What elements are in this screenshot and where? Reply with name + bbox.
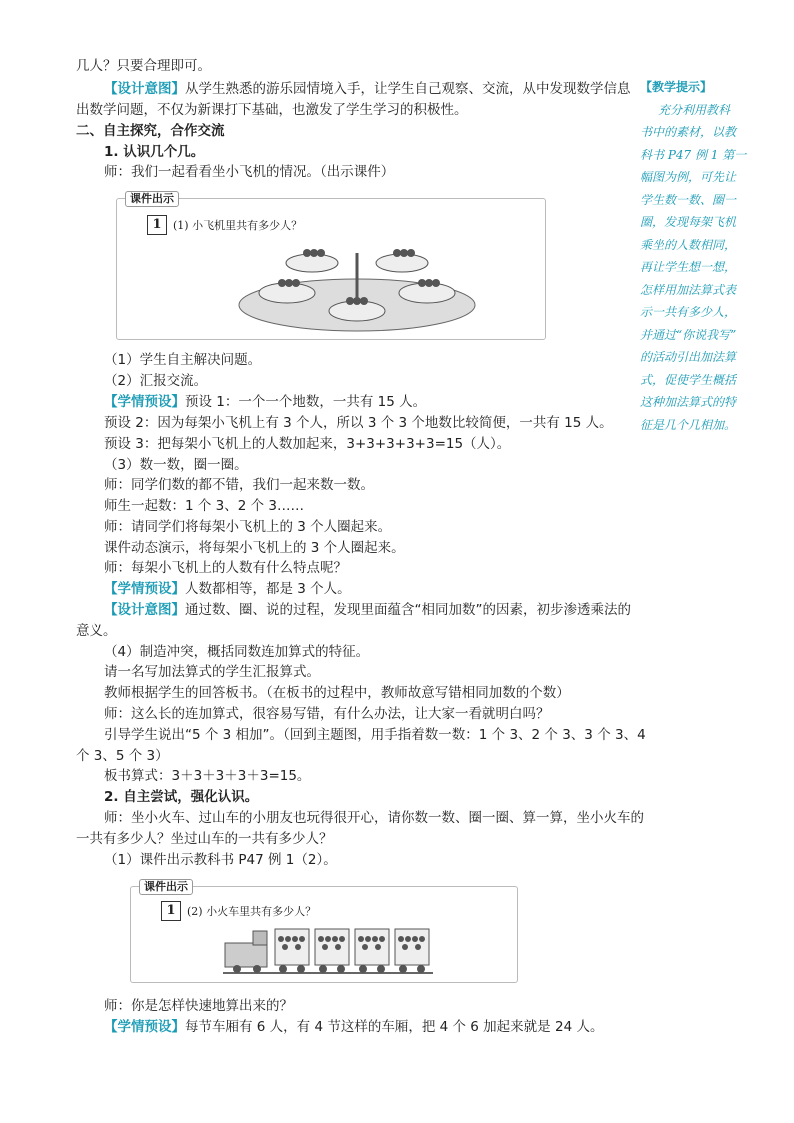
courseware-tag: 课件出示 — [125, 191, 179, 207]
text-line: 预设 2：因为每架小飞机上有 3 个人，所以 3 个 3 个地数比较简便，一共有 15 人。 — [104, 415, 613, 431]
example-question: (1) 小飞机里共有多少人？ — [173, 219, 303, 232]
text-line: 意义。 — [76, 623, 117, 639]
text-line: 师：这么长的连加算式，很容易写错，有什么办法，让大家一看就明白吗？ — [104, 706, 550, 722]
teaching-tip-line: 征是几个几相加。 — [640, 417, 737, 432]
text-line: 师：我们一起看看坐小飞机的情况。（出示课件） — [104, 164, 395, 180]
teaching-tip-line: 圈，发现每架飞机 — [640, 215, 737, 229]
student-preset-para: 【学情预设】人数都相等，都是 3 个人。 — [104, 581, 351, 597]
teaching-tip-line: 怎样用加法算式表 — [640, 282, 737, 297]
subsection-heading: 2. 自主尝试，强化认识。 — [104, 789, 259, 805]
text-line: 一共有多少人？坐过山车的一共有多少人？ — [76, 831, 333, 847]
teaching-tip-line: 乘坐的人数相同， — [640, 237, 737, 252]
example-number: 1 — [147, 215, 167, 235]
text-line: 板书算式：3＋3＋3＋3＋3=15。 — [104, 768, 311, 784]
text-line: 出数学问题，不仅为新课打下基础，也激发了学生学习的积极性。 — [76, 102, 468, 118]
text-line: 课件动态演示，将每架小飞机上的 3 个人圈起来。 — [104, 540, 405, 556]
text-line: 师：每架小飞机上的人数有什么特点呢？ — [104, 560, 347, 576]
teaching-tip-line: 科书 P47 例 1 第一 — [640, 147, 747, 162]
text-line: 师：你是怎样快速地算出来的？ — [104, 998, 293, 1014]
teaching-tip-sidebar — [640, 76, 760, 436]
text-line: （4）制造冲突，概括同数连加算式的特征。 — [104, 644, 370, 660]
text-line: 师：坐小火车、过山车的小朋友也玩得很开心，请你数一数、圈一圈、算一算，坐小火车的 — [104, 810, 644, 826]
teaching-tip-line: 再让学生想一想， — [640, 260, 737, 274]
text-line: （2）汇报交流。 — [104, 373, 208, 389]
student-preset-para: 【学情预设】预设 1：一个一个地数，一共有 15 人。 — [104, 394, 427, 410]
text-line: 师生一起数：1 个 3、2 个 3…… — [104, 498, 305, 514]
text-line: 引导学生说出“5 个 3 相加”。（回到主题图，用手指着数一数：1 个 3、2 个 3、3 个 3、4 — [104, 727, 646, 743]
teaching-tip-line: 学生数一数、圈一 — [640, 192, 737, 207]
example-number: 1 — [161, 901, 181, 921]
text-line: 师：同学们数的都不错，我们一起来数一数。 — [104, 477, 374, 493]
teaching-tip-line: 并通过“你说我写” — [640, 327, 737, 342]
text-line: （1）学生自主解决问题。 — [104, 352, 262, 368]
teaching-tip-line: 式，促使学生概括 — [640, 372, 737, 387]
student-preset-tag: 【学情预设】 — [104, 1019, 185, 1035]
teaching-tip-line: 充分利用教科 — [658, 102, 731, 117]
teaching-tip-title: 【教学提示】 — [640, 80, 713, 94]
text-line: 预设 3：把每架小飞机上的人数加起来，3+3+3+3+3=15（人）。 — [104, 436, 511, 452]
teaching-tip-line: 的活动引出加法算 — [640, 350, 737, 364]
student-preset-para: 【学情预设】每节车厢有 6 人，有 4 节这样的车厢，把 4 个 6 加起来就是 24 人。 — [104, 1019, 604, 1035]
text-line: 师：请同学们将每架小飞机上的 3 个人圈起来。 — [104, 519, 392, 535]
teaching-tip-line: 幅图为例，可先让 — [640, 170, 737, 184]
train-illustration — [223, 921, 433, 979]
design-intent-tag: 【设计意图】 — [104, 602, 185, 618]
teaching-tip-line: 这种加法算式的特 — [640, 395, 737, 409]
teaching-tip-line: 示一共有多少人， — [640, 305, 737, 319]
courseware-box-train — [130, 880, 518, 983]
text-line: 几人？只要合理即可。 — [76, 58, 211, 74]
text-line: 教师根据学生的回答板书。（在板书的过程中，教师故意写错相同加数的个数） — [104, 685, 570, 701]
teaching-tip-line: 书中的素材，以教 — [640, 125, 737, 139]
design-intent-para: 【设计意图】从学生熟悉的游乐园情境入手，让学生自己观察、交流，从中发现数学信息 — [104, 81, 631, 97]
example-question: (2) 小火车里共有多少人？ — [187, 905, 317, 918]
courseware-tag: 课件出示 — [139, 879, 193, 895]
section-heading: 二、自主探究，合作交流 — [76, 123, 225, 139]
text-line: 个 3、5 个 3） — [76, 748, 169, 764]
text-line: （3）数一数，圈一圈。 — [104, 457, 248, 473]
text-line: （1）课件出示教科书 P47 例 1（2）。 — [104, 852, 337, 868]
subsection-heading: 1. 认识几个几。 — [104, 144, 205, 160]
design-intent-tag: 【设计意图】 — [104, 81, 185, 97]
design-intent-para: 【设计意图】通过数、圈、说的过程，发现里面蕴含“相同加数”的因素，初步渗透乘法的 — [104, 602, 631, 618]
student-preset-tag: 【学情预设】 — [104, 581, 185, 597]
plane-ride-illustration — [227, 233, 487, 333]
text-line: 请一名写加法算式的学生汇报算式。 — [104, 664, 320, 680]
courseware-box-plane — [116, 192, 546, 340]
student-preset-tag: 【学情预设】 — [104, 394, 185, 410]
